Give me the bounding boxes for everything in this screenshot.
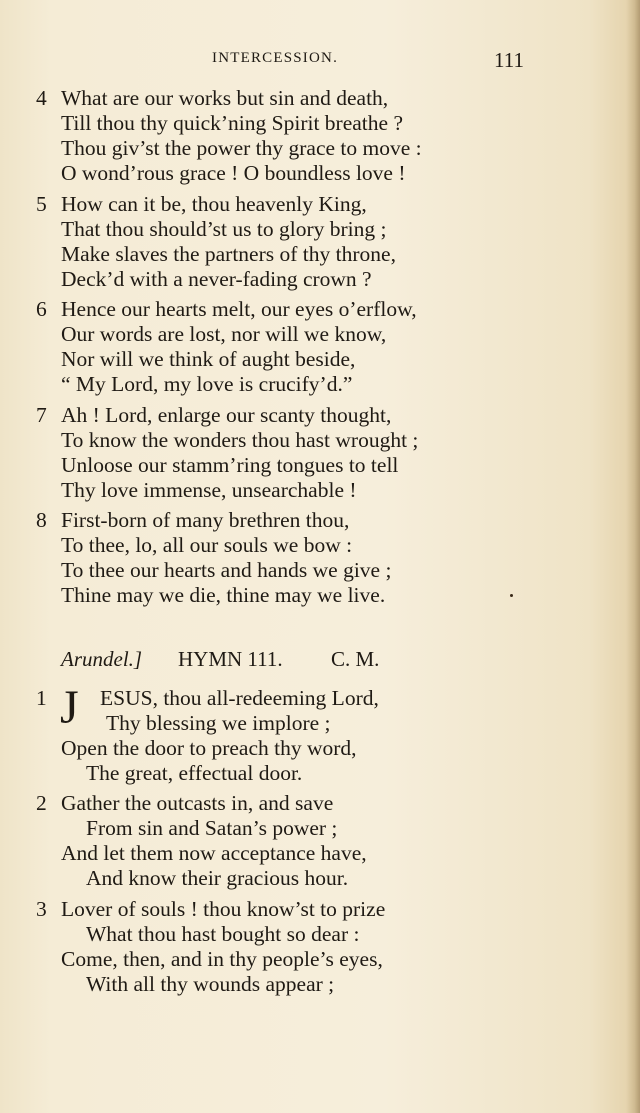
verse-line: The great, effectual door.: [86, 761, 303, 785]
verse-line: Come, then, and in thy people’s eyes,: [61, 947, 383, 971]
page-number: 111: [494, 48, 524, 72]
verse-line: Our words are lost, nor will we know,: [61, 322, 387, 346]
verse-line: O wond’rous grace ! O boundless love !: [61, 161, 406, 185]
verse-line: Hence our hearts melt, our eyes o’erflow,: [61, 297, 417, 321]
hymn-title: HYMN 111.: [178, 647, 283, 671]
verse-line: That thou should’st us to glory bring ;: [61, 217, 387, 241]
verse-line: To thee, lo, all our souls we bow :: [61, 533, 353, 557]
running-head: [0, 48, 640, 74]
tune-name: Arundel.]: [61, 647, 143, 671]
verse-line: And let them now acceptance have,: [61, 841, 367, 865]
verse-line: Make slaves the partners of thy throne,: [61, 242, 396, 266]
stanza-number: 3: [36, 897, 47, 921]
verse-line: Open the door to preach thy word,: [61, 736, 357, 760]
verse-line: From sin and Satan’s power ;: [86, 816, 338, 840]
verse-line: “ My Lord, my love is crucify’d.”: [61, 372, 353, 396]
verse-line: To thee our hearts and hands we give ;: [61, 558, 392, 582]
verse-line: Ah ! Lord, enlarge our scanty thought,: [61, 403, 392, 427]
verse-line: Thou giv’st the power thy grace to move :: [61, 136, 422, 160]
verse-line: Gather the outcasts in, and save: [61, 791, 334, 815]
verse-line: And know their gracious hour.: [86, 866, 349, 890]
verse-line: Thy love immense, unsearchable !: [61, 478, 357, 502]
running-title: INTERCESSION.: [212, 50, 339, 66]
verse-line: ESUS, thou all-redeeming Lord,: [100, 686, 379, 710]
verse-line: First-born of many brethren thou,: [61, 508, 350, 532]
stanza-number: 4: [36, 86, 47, 110]
page-edge-shadow: [626, 0, 640, 1113]
drop-cap: J: [60, 681, 79, 734]
verse-line: With all thy wounds appear ;: [86, 972, 335, 996]
stanza-number: 5: [36, 192, 47, 216]
stanza-number: 8: [36, 508, 47, 532]
stanza-number: 1: [36, 686, 47, 710]
verse-line: Deck’d with a never-fading crown ?: [61, 267, 372, 291]
stanza-number: 6: [36, 297, 47, 321]
verse-line: Thy blessing we implore ;: [106, 711, 331, 735]
verse-line: Thine may we die, thine may we live.: [61, 583, 386, 607]
ink-speck: [510, 594, 513, 597]
verse-line: Unloose our stamm’ring tongues to tell: [61, 453, 399, 477]
stanza-number: 2: [36, 791, 47, 815]
hymn-heading: [0, 647, 640, 677]
stanza-number: 7: [36, 403, 47, 427]
verse-line: What are our works but sin and death,: [61, 86, 389, 110]
verse-line: How can it be, thou heavenly King,: [61, 192, 367, 216]
verse-line: Lover of souls ! thou know’st to prize: [61, 897, 386, 921]
hymn-meter: C. M.: [331, 647, 380, 671]
verse-line: To know the wonders thou hast wrought ;: [61, 428, 419, 452]
verse-line: Till thou thy quick’ning Spirit breathe ?: [61, 111, 403, 135]
verse-line: What thou hast bought so dear :: [86, 922, 360, 946]
verse-line: Nor will we think of aught beside,: [61, 347, 356, 371]
